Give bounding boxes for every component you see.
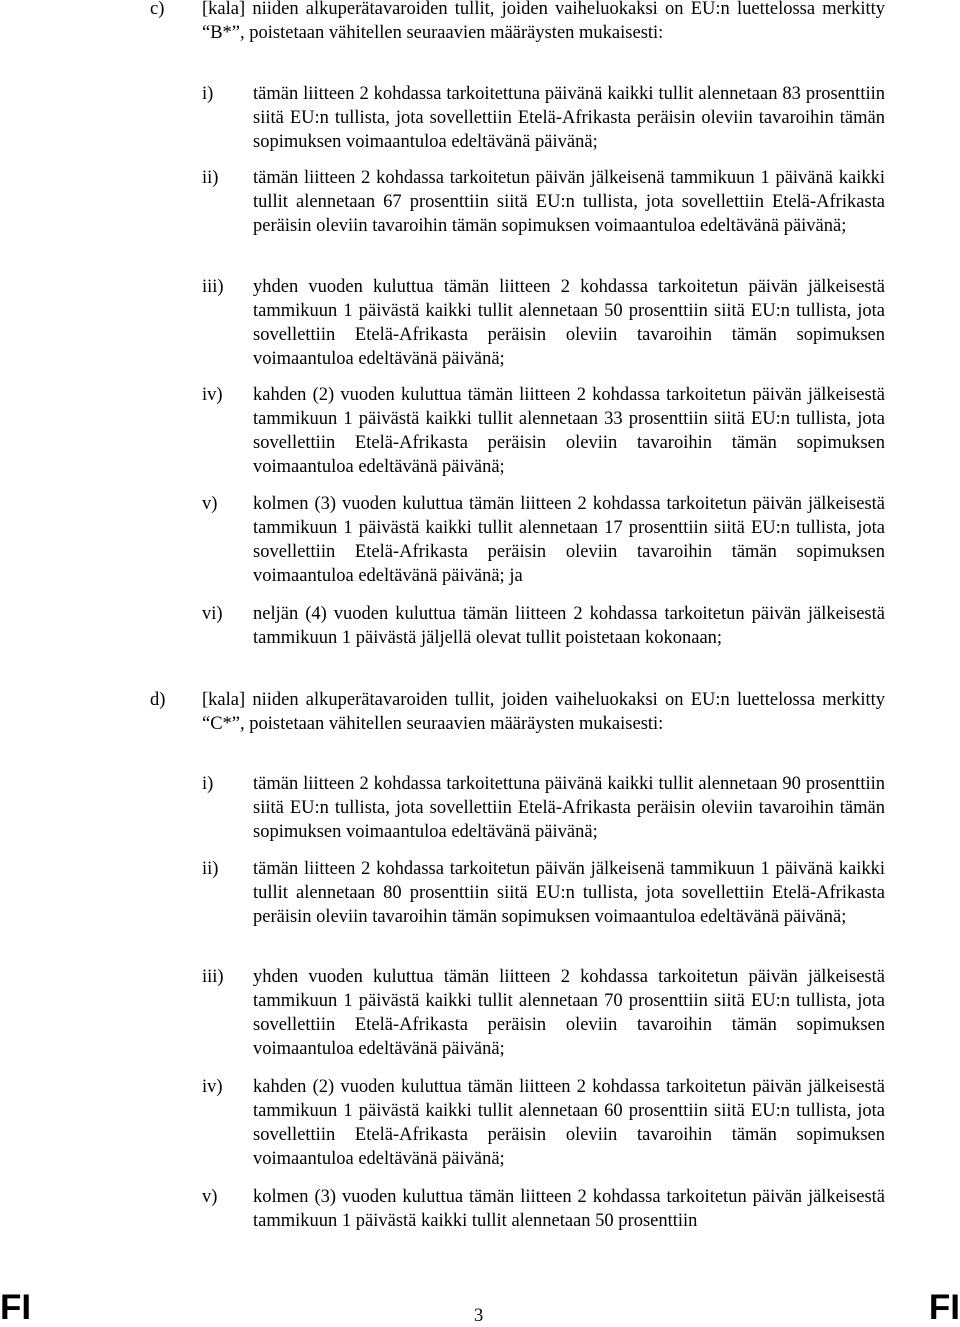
item-marker: iv) — [202, 1077, 223, 1097]
item-text: tämän liitteen 2 kohdassa tarkoitettuna päivänä kaikki tullit alennetaan 90 prosenttiin siitä EU:n tullista, jota sovellettiin Etelä-Afrikasta peräisin oleviin tavaroihin tämän sopimuksen voimaantuloa edeltävänä päivänä; — [253, 774, 885, 842]
item-text: kolmen (3) vuoden kuluttua tämän liitteen 2 kohdassa tarkoitetun päivän jälkeisestä tammikuun 1 päivästä kaikki tullit alennetaan 50 prosenttiin — [253, 1187, 885, 1231]
section-intro: [kala] niiden alkuperätavaroiden tullit, joiden vaiheluokaksi on EU:n luettelossa merkitty “B*”, poistetaan vähitellen seuraavien määräysten mukaisesti: — [202, 0, 885, 43]
item-marker: i) — [202, 774, 214, 794]
item-text: kahden (2) vuoden kuluttua tämän liitteen 2 kohdassa tarkoitetun päivän jälkeisestä tammikuun 1 päivästä kaikki tullit alennetaan 60 prosenttiin siitä EU:n tullista, jota sovellettiin Etelä-Afrikasta peräisin oleviin tavaroihin tämän sopimuksen voimaantuloa edeltävänä päivänä; — [253, 1077, 885, 1169]
item-text: yhden vuoden kuluttua tämän liitteen 2 kohdassa tarkoitetun päivän jälkeisestä tammikuun 1 päivästä kaikki tullit alennetaan 50 prosenttiin siitä EU:n tullista, jota sovellettiin Etelä-Afrikasta peräisin oleviin tavaroihin tämän sopimuksen voimaantuloa edeltävänä päivänä; — [253, 277, 885, 369]
item-marker: iii) — [202, 277, 224, 297]
item-marker: ii) — [202, 168, 219, 188]
item-text: kahden (2) vuoden kuluttua tämän liitteen 2 kohdassa tarkoitetun päivän jälkeisestä tammikuun 1 päivästä kaikki tullit alennetaan 33 prosenttiin siitä EU:n tullista, jota sovellettiin Etelä-Afrikasta peräisin oleviin tavaroihin tämän sopimuksen voimaantuloa edeltävänä päivänä; — [253, 385, 885, 477]
footer-language-left: FI — [0, 1288, 32, 1327]
item-text: tämän liitteen 2 kohdassa tarkoitetun päivän jälkeisenä tammikuun 1 päivänä kaikki tullit alennetaan 67 prosenttiin siitä EU:n tullista, jota sovellettiin Etelä-Afrikasta peräisin oleviin tavaroihin tämän sopimuksen voimaantuloa edeltävänä päivänä; — [253, 168, 885, 236]
section-intro: [kala] niiden alkuperätavaroiden tullit, joiden vaiheluokaksi on EU:n luettelossa merkitty “C*”, poistetaan vähitellen seuraavien määräysten mukaisesti: — [202, 690, 885, 734]
item-marker: v) — [202, 494, 218, 514]
item-marker: i) — [202, 84, 214, 104]
item-text: tämän liitteen 2 kohdassa tarkoitetun päivän jälkeisenä tammikuun 1 päivänä kaikki tullit alennetaan 80 prosenttiin siitä EU:n tullista, jota sovellettiin Etelä-Afrikasta peräisin oleviin tavaroihin tämän sopimuksen voimaantuloa edeltävänä päivänä; — [253, 859, 885, 927]
item-text: neljän (4) vuoden kuluttua tämän liitteen 2 kohdassa tarkoitetun päivän jälkeisestä tammikuun 1 päivästä jäljellä olevat tullit poistetaan kokonaan; — [253, 604, 885, 648]
item-text: yhden vuoden kuluttua tämän liitteen 2 kohdassa tarkoitetun päivän jälkeisestä tammikuun 1 päivästä kaikki tullit alennetaan 70 prosenttiin siitä EU:n tullista, jota sovellettiin Etelä-Afrikasta peräisin oleviin tavaroihin tämän sopimuksen voimaantuloa edeltävänä päivänä; — [253, 967, 885, 1059]
section-marker: c) — [150, 0, 165, 19]
item-text: kolmen (3) vuoden kuluttua tämän liitteen 2 kohdassa tarkoitetun päivän jälkeisestä tammikuun 1 päivästä kaikki tullit alennetaan 17 prosenttiin siitä EU:n tullista, jota sovellettiin Etelä-Afrikasta peräisin oleviin tavaroihin tämän sopimuksen voimaantuloa edeltävänä päivänä; ja — [253, 494, 885, 586]
footer-language-right: FI — [928, 1288, 960, 1327]
item-marker: ii) — [202, 859, 219, 879]
item-marker: v) — [202, 1187, 218, 1207]
item-marker: iii) — [202, 967, 224, 987]
page-number: 3 — [474, 1306, 484, 1326]
item-marker: vi) — [202, 604, 223, 624]
section-marker: d) — [150, 690, 166, 710]
item-marker: iv) — [202, 385, 223, 405]
item-text: tämän liitteen 2 kohdassa tarkoitettuna päivänä kaikki tullit alennetaan 83 prosenttiin siitä EU:n tullista, jota sovellettiin Etelä-Afrikasta peräisin oleviin tavaroihin tämän sopimuksen voimaantuloa edeltävänä päivänä; — [253, 84, 885, 152]
